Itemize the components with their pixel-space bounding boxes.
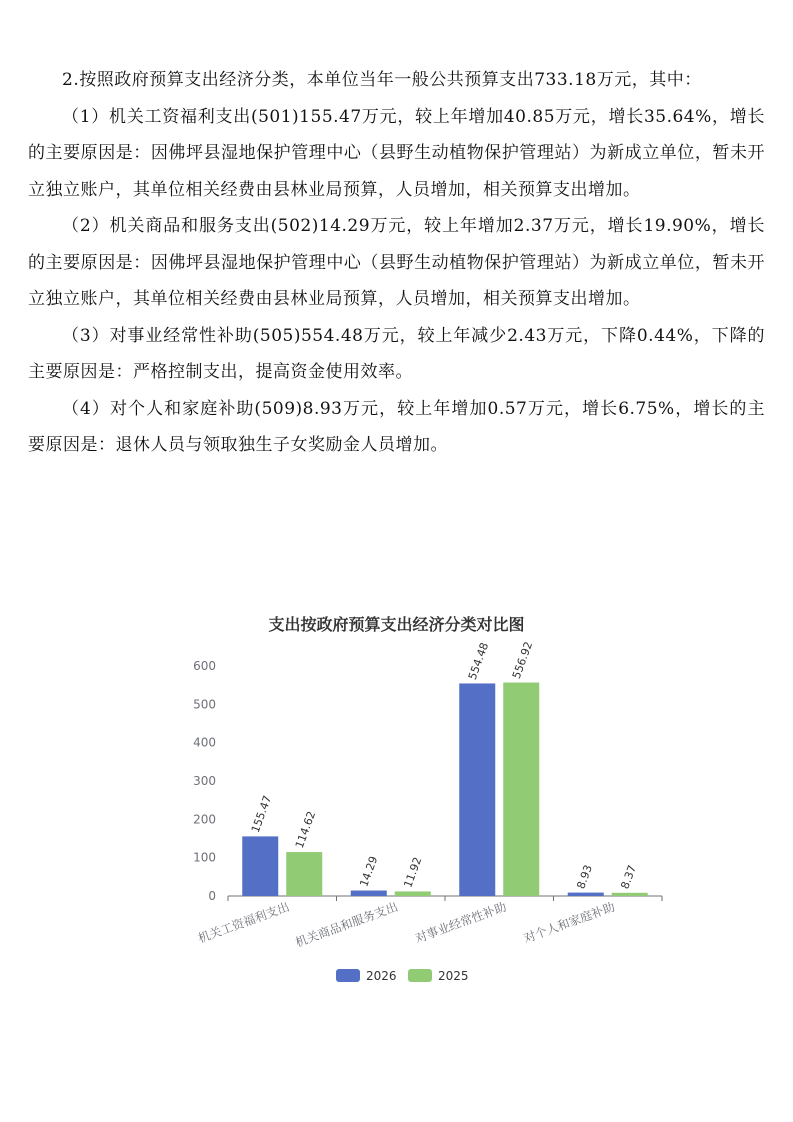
paragraph-509: （4）对个人和家庭补助(509)8.93万元，较上年增加0.57万元，增长6.75%，增长的主要原因是：退休人员与领取独生子女奖励金人员增加。 [28,398,765,455]
x-tick-label: 机关工资福利支出 [196,899,292,946]
legend-label: 2026 [366,969,397,983]
legend-swatch-2026 [336,969,360,982]
x-tick-label: 机关商品和服务支出 [293,899,400,950]
bar-2026 [568,893,604,896]
bar-2025 [286,852,322,896]
paragraph-intro: 2.按照政府预算支出经济分类，本单位当年一般公共预算支出733.18万元，其中： [62,70,702,90]
bar-2025 [612,893,648,896]
data-label: 8.37 [618,863,639,891]
paragraph-502: （2）机关商品和服务支出(502)14.29万元，较上年增加2.37万元，增长19.90%，增长的主要原因是：因佛坪县湿地保护管理中心（县野生动植物保护管理站）为新成立单位，暂未开立独立账户，其单位相关经费由县林业局预算，人员增加，相关预算支出增加。 [28,216,765,309]
paragraph-505: （3）对事业经常性补助(505)554.48万元，较上年减少2.43万元，下降0.44%，下降的主要原因是：严格控制支出，提高资金使用效率。 [28,325,765,382]
y-tick-label: 400 [193,735,216,750]
document-body [28,62,765,464]
legend-swatch-2025 [408,969,432,982]
chart-svg [0,600,793,1020]
data-label: 554.48 [465,640,492,682]
y-tick-label: 300 [193,774,216,788]
data-label: 114.62 [292,809,319,851]
bar-2025 [503,683,539,896]
y-tick-label: 100 [193,850,216,865]
x-tick-label: 对个人和家庭补助 [521,899,617,946]
data-label: 8.93 [574,863,595,891]
y-tick-label: 500 [193,697,216,712]
chart-title: 支出按政府预算支出经济分类对比图 [268,615,525,634]
bar-2026 [242,836,278,896]
y-tick-label: 600 [193,659,216,673]
data-label: 556.92 [509,639,536,681]
bar-2025 [395,891,431,896]
y-tick-label: 200 [193,812,216,827]
bar-chart [0,600,793,1020]
paragraph-501: （1）机关工资福利支出(501)155.47万元，较上年增加40.85万元，增长35.64%，增长的主要原因是：因佛坪县湿地保护管理中心（县野生动植物保护管理站）为新成立单位，暂未开立独立账户，其单位相关经费由县林业局预算，人员增加，相关预算支出增加。 [28,106,765,200]
bar-2026 [351,891,387,896]
bar-2026 [459,683,495,896]
data-label: 14.29 [357,854,381,889]
data-label: 155.47 [248,793,275,835]
data-label: 11.92 [401,855,425,890]
x-tick-label: 对事业经常性补助 [413,899,509,946]
y-tick-label: 0 [208,889,216,903]
legend-label: 2025 [438,969,469,983]
